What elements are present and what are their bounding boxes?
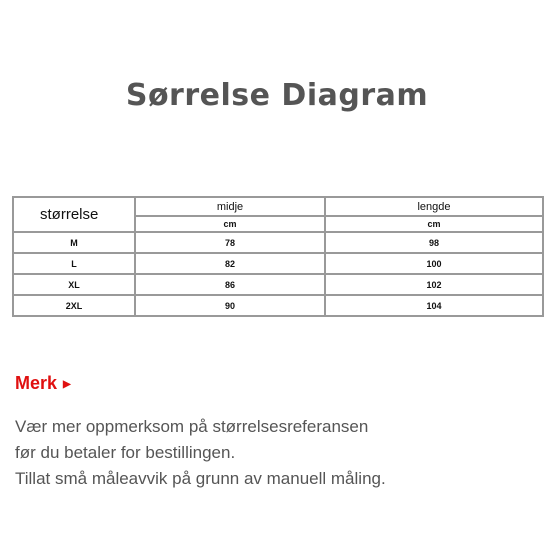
table-header-row <box>13 197 543 216</box>
length-cell: 104 <box>325 295 543 316</box>
page-title: Sørrelse Diagram <box>125 78 429 113</box>
waist-cell: 78 <box>135 232 325 253</box>
note-line: før du betaler for bestillingen. <box>15 443 236 462</box>
table-row <box>13 253 543 274</box>
size-cell: XL <box>13 274 135 295</box>
note-text <box>15 414 545 492</box>
size-chart-table <box>12 196 544 317</box>
table-row <box>13 274 543 295</box>
table-row <box>13 295 543 316</box>
note-line: Vær mer oppmerksom på størrelsesreferansen <box>15 417 369 436</box>
table-row <box>13 232 543 253</box>
length-unit: cm <box>325 216 543 232</box>
note-line: Tillat små måleavvik på grunn av manuell måling. <box>15 469 386 488</box>
waist-cell: 82 <box>135 253 325 274</box>
size-cell: 2XL <box>13 295 135 316</box>
note-heading <box>15 373 71 394</box>
length-cell: 98 <box>325 232 543 253</box>
arrow-right-icon: ▶ <box>63 379 71 390</box>
size-cell: M <box>13 232 135 253</box>
length-column-header: lengde <box>325 197 543 216</box>
waist-cell: 90 <box>135 295 325 316</box>
note-heading-label: Merk <box>15 373 58 393</box>
size-column-header: størrelse <box>13 197 135 232</box>
waist-column-header: midje <box>135 197 325 216</box>
waist-unit: cm <box>135 216 325 232</box>
length-cell: 102 <box>325 274 543 295</box>
size-cell: L <box>13 253 135 274</box>
length-cell: 100 <box>325 253 543 274</box>
waist-cell: 86 <box>135 274 325 295</box>
